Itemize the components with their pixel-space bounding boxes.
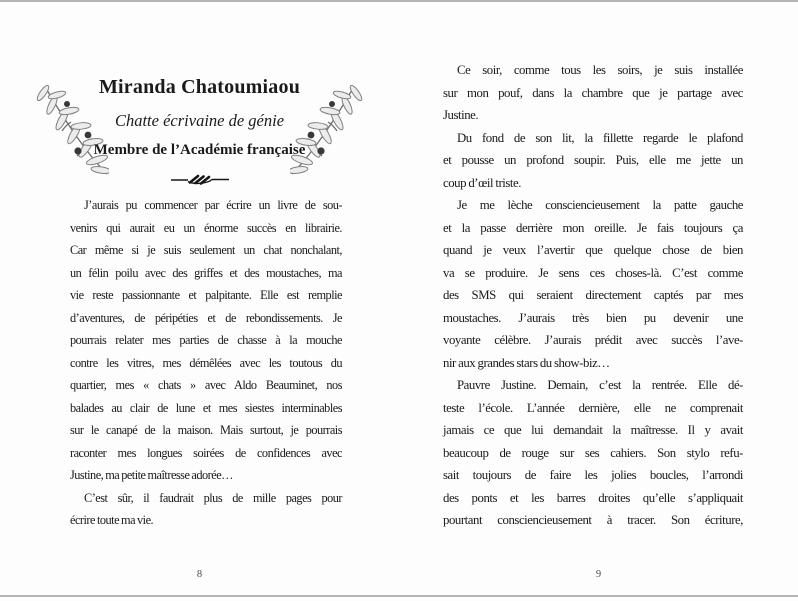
text-line: venirs qui aurait eu un énorme succès en librairie. [70,220,342,235]
text-line: vie reste passionnante et palpitante. Elle est remplie [70,288,342,302]
text-line: raconter mes longues soirées de confidences avec [70,445,342,460]
window-bottom-edge [0,595,798,597]
chapter-header [0,2,399,186]
rope-knot-divider-icon [170,173,230,186]
left-page[interactable] [0,2,399,595]
book-spread [0,2,798,595]
text-line: écrire toute ma vie. [70,513,154,527]
text-line: des SMS qui seraient directement captés par mes [443,288,743,302]
page-number-right: 9 [595,569,602,580]
author-name: Miranda Chatoumiaou [98,76,301,98]
text-line: sait toujours de faire les jolies boucles, l’arrondi [443,468,743,482]
text-line: et pousse un profond soupir. Puis, elle me jette un [443,153,743,167]
text-line: Justine, ma petite maîtresse adorée… [70,468,233,482]
text-line: et la passe derrière mon oreille. Je fais toujours ça [443,220,743,235]
text-line: nir aux grandes stars du show-biz… [443,355,610,370]
right-page[interactable] [399,2,798,595]
text-line: va se produire. Je sens ces choses-là. C’est comme [443,265,743,280]
text-line: Je me lèche consciencieusement la patte gauche [457,198,743,212]
text-line: contre les vitres, mes démêlées avec les toutous du [70,355,342,370]
text-line: balades au clair de lune et mes siestes interminables [70,400,342,415]
right-page-text [443,59,743,532]
left-page-text [70,194,342,532]
text-line: d’aventures, de péripéties et de rebondissements. Je [70,310,342,325]
text-line: voyante célèbre. J’aurais prédit avec succès l’ave- [443,333,743,347]
text-line: un félin poilu avec des griffes et des moustaches, ma [70,265,342,280]
text-line: coup d’œil triste. [443,175,521,190]
author-subtitle: Chatte écrivaine de génie [114,111,285,130]
text-line: Pauvre Justine. Demain, c’est la rentrée. Elle dé- [457,378,743,392]
text-line: sur le canapé de la maison. Mais surtout, je pourrais [70,423,342,437]
text-line: des ponts et les barres droites qu’elle s’appliquait [443,490,743,505]
text-line: C’est sûr, il faudrait plus de mille pages pour [84,490,342,505]
text-line: pourtant consciencieusement à tracer. Son écriture, [443,513,743,527]
text-line: quartier, mes « chats » avec Aldo Beauminet, nos [70,378,342,392]
text-line: pourrais relater mes parties de chasse à la mouche [70,333,342,347]
text-line: moustaches. J’aurais très bien pu devenir une [443,310,743,325]
text-line: Car même si je suis seulement un chat nonchalant, [70,243,342,257]
text-line: teste l’école. L’année dernière, elle ne comprenait [443,400,743,415]
text-line: sur mon pouf, dans la chambre que je partage avec [443,85,743,100]
text-line: Ce soir, comme tous les soirs, je suis installée [457,63,743,77]
text-line: J’aurais pu commencer par écrire un livre de sou- [84,198,342,212]
text-line: quand je veux l’avertir que quelque chose de bien [443,243,743,257]
text-line: Du fond de son lit, la fillette regarde le plafond [457,130,743,145]
text-line: Justine. [443,108,479,122]
page-number-left: 8 [196,569,203,580]
author-affiliation: Membre de l’Académie française [93,142,306,158]
text-line: beaucoup de rouge sur ses cahiers. Son stylo refu- [443,445,743,460]
text-line: jamais ce que lui demandait la maîtresse. Il y avait [443,423,743,437]
